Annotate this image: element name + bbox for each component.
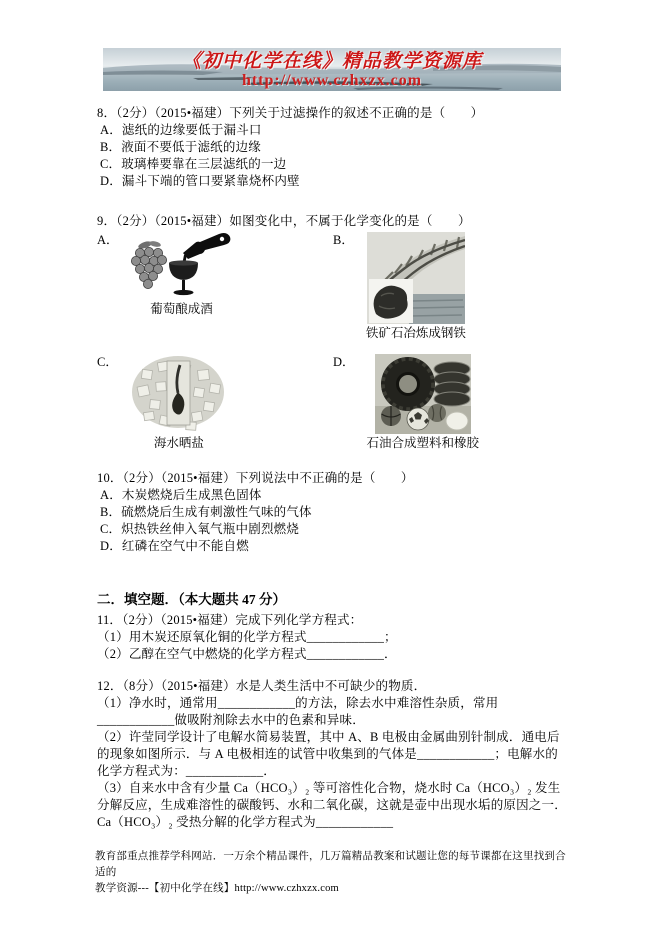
banner-url-link[interactable]: http://www.czhxzx.com [241, 71, 423, 89]
q10-option-c: C．炽热铁丝伸入氧气瓶中剧烈燃烧 [100, 522, 300, 536]
q12-part-3: （3）自来水中含有少量 Ca（HCO₃）₂ 等可溶性化合物，烧水时 Ca（HCO₃）₂ 发生分解反应，生成难溶性的碳酸钙、水和二氧化碳，这就是壶中出现水垢的原因之一．Ca（HCO₃）₂ 受热分解的化学方程式为____________ [97, 781, 567, 829]
q9-option-a-label: A． [97, 233, 119, 247]
q8-option-b: B．液面不要低于滤纸的边缘 [100, 140, 261, 154]
q10-stem: 10．（2分）（2015•福建）下列说法中不正确的是（ ） [97, 471, 414, 485]
q9-option-d-caption: 石油合成塑料和橡胶 [366, 436, 480, 450]
page-footer [95, 849, 569, 897]
q9-stem: 9．（2分）（2015•福建）如图变化中，不属于化学变化的是（ ） [97, 214, 471, 228]
question-8 [97, 105, 569, 190]
q9-option-b [333, 232, 567, 341]
q11-part-1: （1）用木炭还原氧化铜的化学方程式____________； [97, 630, 397, 644]
footer-line-1: 教育部重点推荐学科网站．一万余个精品课件，几万篇精品教案和试题让您的每节课都在这里找到合适的 [95, 851, 566, 878]
q9-option-c-label: C． [97, 355, 118, 369]
banner-text [103, 48, 561, 91]
q9-options-grid [97, 232, 569, 451]
grapes-wine-image [131, 232, 233, 300]
question-11 [97, 612, 569, 663]
q9-option-c-caption: 海水晒盐 [153, 436, 204, 450]
sea-salt-image [130, 354, 228, 434]
q8-option-a: A．滤纸的边缘要低于漏斗口 [100, 123, 262, 137]
q11-part-2: （2）乙醇在空气中燃烧的化学方程式____________． [97, 647, 397, 661]
q9-option-b-caption: 铁矿石冶炼成钢铁 [365, 326, 466, 340]
q8-stem: 8．（2分）（2015•福建）下列关于过滤操作的叙述不正确的是（ ） [97, 106, 484, 120]
q9-option-c [97, 354, 333, 451]
q12-part-1: （1）净水时，通常用____________的方法，除去水中难溶性杂质，常用____________做吸附剂除去水中的色素和异味． [97, 696, 499, 727]
question-12 [97, 678, 569, 831]
q10-option-b: B．硫燃烧后生成有刺激性气味的气体 [100, 505, 312, 519]
banner [103, 48, 561, 91]
question-10 [97, 470, 569, 555]
q11-stem: 11．（2分）（2015•福建）完成下列化学方程式： [97, 613, 363, 627]
section-2-header [97, 591, 569, 609]
q12-stem: 12．（8分）（2015•福建）水是人类生活中不可缺少的物质． [97, 679, 427, 693]
banner-title: 《初中化学在线》精品教学资源库 [181, 50, 482, 72]
tires-plastic-image [375, 354, 471, 434]
q12-part-2: （2）许莹同学设计了电解水简易装置，其中 A、B 电极由金属曲别针制成．通电后的现象如图所示．与 A 电极相连的试管中收集到的气体是____________；电解水的化学方程式为：____________． [97, 730, 560, 778]
question-9 [97, 213, 569, 451]
q10-option-d: D．红磷在空气中不能自燃 [100, 539, 249, 553]
q8-option-d: D．漏斗下端的管口要紧靠烧杯内壁 [100, 174, 300, 188]
q9-option-d [333, 354, 567, 451]
section-2-title: 二．填空题．（本大题共 47 分） [97, 592, 286, 607]
q9-option-a [97, 232, 333, 341]
q8-option-c: C．玻璃棒要靠在三层滤纸的一边 [100, 157, 287, 171]
railway-iron-ore-image [367, 232, 465, 324]
footer-line-2 [95, 881, 569, 897]
footer-url-link[interactable]: http://www.czhxzx.com [234, 883, 339, 894]
q9-option-b-label: B． [333, 233, 354, 247]
footer-line-2-text: 教学资源---【初中化学在线】 [95, 883, 235, 894]
q10-option-a: A．木炭燃烧后生成黑色固体 [100, 488, 262, 502]
q9-option-d-label: D． [333, 355, 355, 369]
q9-option-a-caption: 葡萄酿成酒 [150, 302, 213, 316]
